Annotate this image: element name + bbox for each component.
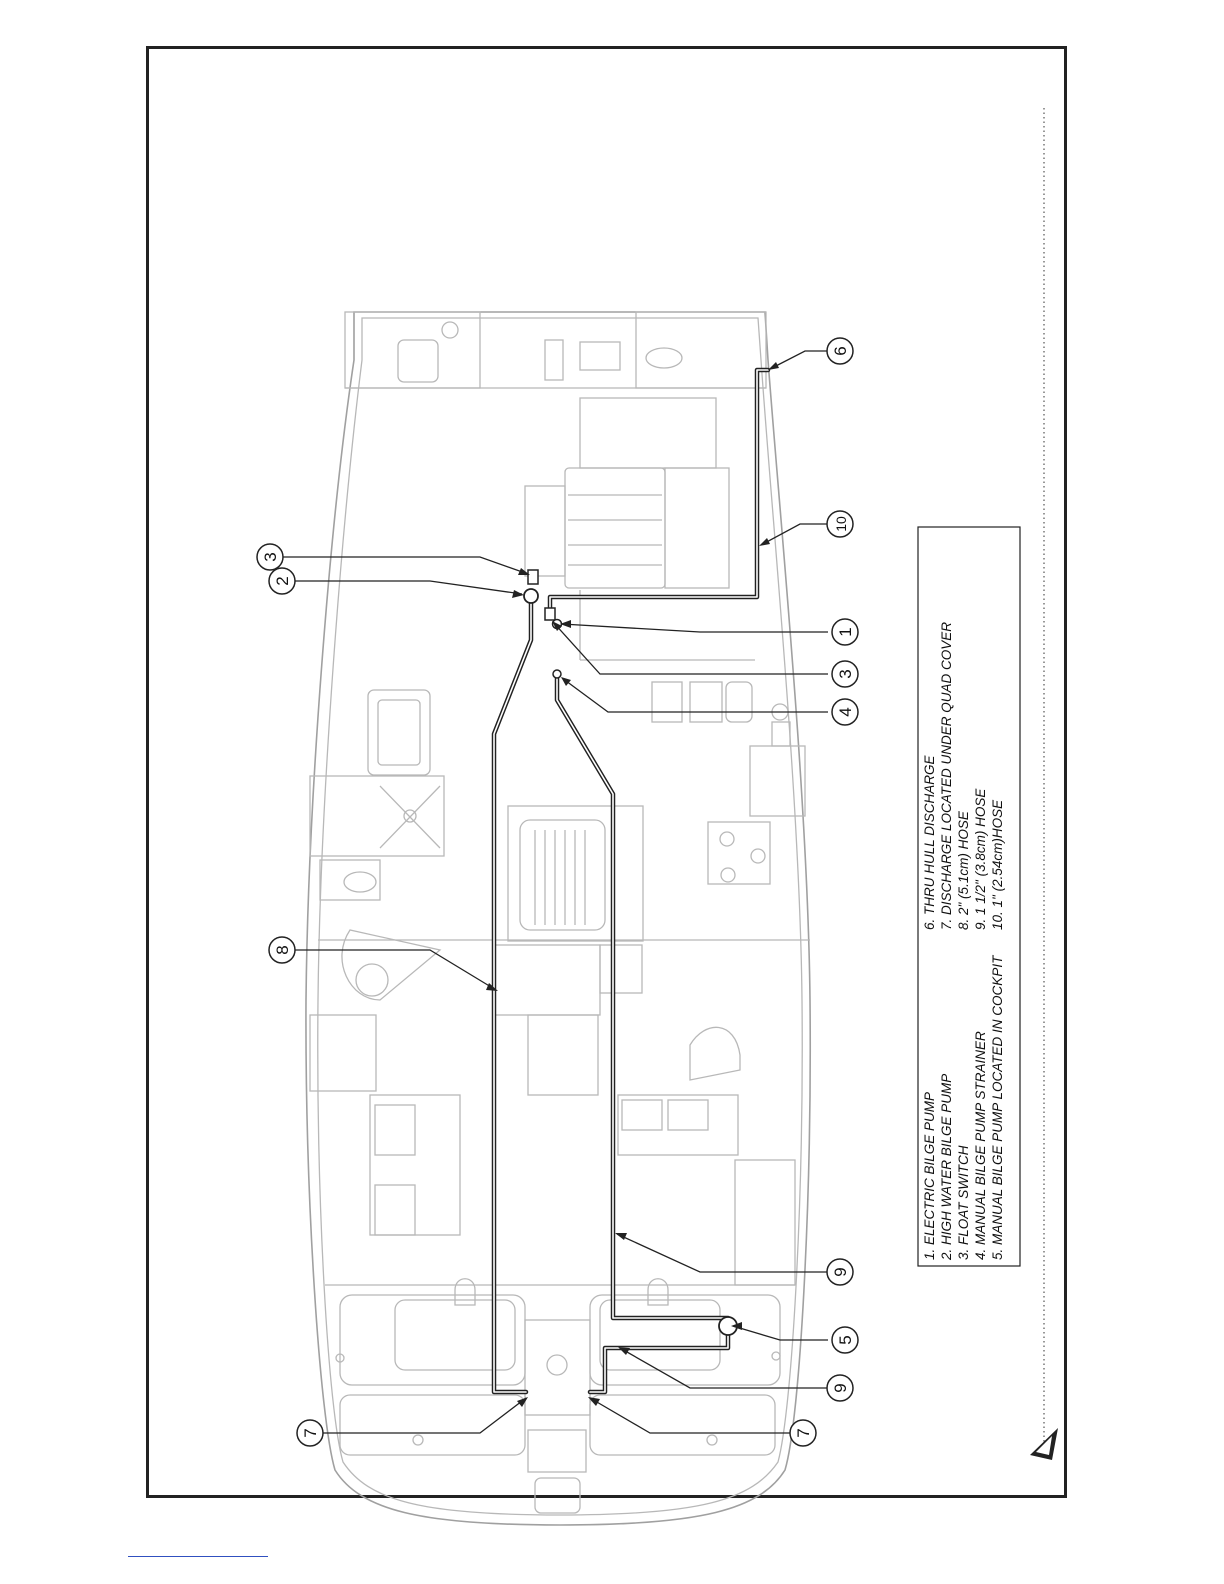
svg-text:8: 8 (273, 945, 292, 955)
legend-item-4: 4. MANUAL BILGE PUMP STRAINER (973, 1031, 988, 1260)
callout-5 (832, 1327, 858, 1353)
legend-item-9: 9. 1 1/2" (3.8cm) HOSE (973, 788, 988, 930)
legend-item-10: 10. 1" (2.54cm)HOSE (990, 799, 1005, 930)
callout-6 (827, 338, 853, 364)
sail-logo-icon (1030, 1428, 1058, 1460)
hose-1-inch (550, 370, 768, 618)
hose-1-5-inch-a (557, 676, 728, 1318)
legend-item-6: 6. THRU HULL DISCHARGE (922, 755, 937, 930)
svg-text:7: 7 (301, 1428, 320, 1438)
svg-text:9: 9 (831, 1383, 850, 1393)
svg-text:2: 2 (273, 576, 292, 586)
svg-text:1: 1 (836, 627, 855, 637)
high-water-bilge-pump (524, 589, 538, 603)
footer-link-line (128, 1556, 268, 1557)
callout-3-lower (832, 661, 858, 687)
float-switch-upper (528, 570, 538, 584)
svg-text:4: 4 (836, 707, 855, 717)
svg-text:6: 6 (831, 346, 850, 356)
legend-box (918, 527, 1020, 1266)
callout-9-lower (827, 1375, 853, 1401)
legend-item-8: 8. 2" (5.1cm) HOSE (956, 811, 971, 930)
callout-7-right (790, 1420, 816, 1446)
svg-text:10: 10 (833, 516, 849, 532)
callout-10 (827, 511, 853, 537)
legend-item-7: 7. DISCHARGE LOCATED UNDER QUAD COVER (939, 621, 954, 930)
callout-8 (269, 937, 295, 963)
callout-2 (269, 568, 295, 594)
svg-text:9: 9 (831, 1267, 850, 1277)
boat-floor-plan (306, 312, 810, 1525)
float-switch-lower (545, 608, 555, 620)
callout-4 (832, 699, 858, 725)
legend-item-1: 1. ELECTRIC BILGE PUMP (922, 1091, 937, 1260)
callout-1 (832, 619, 858, 645)
legend-item-2: 2. HIGH WATER BILGE PUMP (939, 1073, 954, 1260)
svg-text:5: 5 (836, 1335, 855, 1345)
svg-text:7: 7 (794, 1428, 813, 1438)
hull-outline (306, 312, 810, 1525)
callout-9-upper (827, 1259, 853, 1285)
hose-1-5-inch-b (590, 1320, 728, 1392)
manual-pump-strainer (553, 670, 561, 678)
svg-text:3: 3 (836, 669, 855, 679)
callouts (257, 338, 858, 1446)
callout-7-left (297, 1420, 323, 1446)
legend-item-3: 3. FLOAT SWITCH (956, 1145, 971, 1260)
svg-text:3: 3 (261, 552, 280, 562)
legend-item-5: 5. MANUAL BILGE PUMP LOCATED IN COCKPIT (990, 955, 1005, 1260)
callout-3-upper (257, 544, 283, 570)
